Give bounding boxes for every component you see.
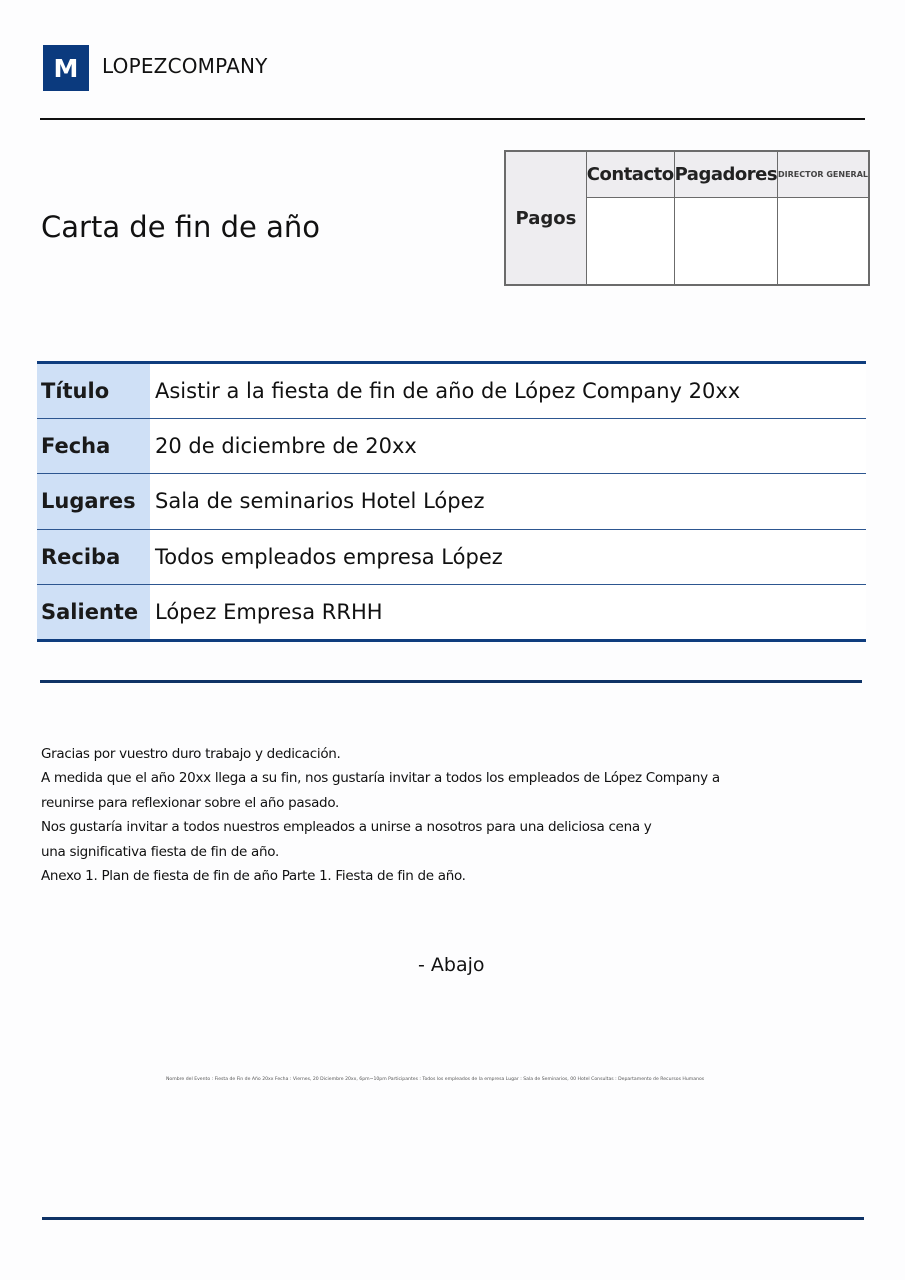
info-label: Reciba [37,529,150,585]
body-line: Anexo 1. Plan de fiesta de fin de año Parte 1. Fiesta de fin de año. [41,868,466,885]
approval-box [504,150,870,286]
info-table [37,361,866,642]
info-row-date [37,418,866,474]
company-name: LOPEZCOMPANY [102,54,268,78]
body-line: A medida que el año 20xx llega a su fin, nos gustaría invitar a todos los empleados de López Company a [41,770,720,787]
info-value: Asistir a la fiesta de fin de año de López Company 20xx [150,363,866,419]
info-label: Lugares [37,474,150,530]
approval-header-director: DIRECTOR GENERAL [778,151,869,197]
info-value: Todos empleados empresa López [150,529,866,585]
approval-signature-cell [778,197,869,285]
body-line: reunirse para reflexionar sobre el año pasado. [41,794,340,811]
section-divider [40,680,862,683]
approval-side-label: Pagos [505,151,586,285]
info-row-place [37,474,866,530]
info-label: Saliente [37,585,150,641]
event-footnote: Nombre del Evento : Fiesta de Fin de Año 20xx Fecha : Viernes, 20 Diciembre 20xx, 6pm~10pm Participantes : Todos los empleados de la empresa Lugar : Sala de Seminarios, 00 Hotel Consultas : Departamento de Recursos Humanos [166,1077,705,1082]
approval-signature-cell [674,197,777,285]
info-label: Fecha [37,418,150,474]
body-line: Nos gustaría invitar a todos nuestros empleados a unirse a nosotros para una deliciosa cena y [41,819,652,836]
letter-body [41,742,761,888]
footer-divider [42,1217,864,1220]
info-row-title [37,363,866,419]
approval-header-pagadores: Pagadores [674,151,777,197]
info-row-recipient [37,529,866,585]
body-line: Gracias por vuestro duro trabajo y dedicación. [41,746,341,762]
approval-signature-cell [586,197,674,285]
info-row-sender [37,585,866,641]
info-value: 20 de diciembre de 20xx [150,418,866,474]
info-value: López Empresa RRHH [150,585,866,641]
logo-letter: M [53,53,79,83]
body-line: una significativa fiesta de fin de año. [41,843,279,860]
info-label: Título [37,363,150,419]
signoff: - Abajo [418,954,485,976]
header-divider [40,118,865,120]
info-value: Sala de seminarios Hotel López [150,474,866,530]
document-title: Carta de fin de año [41,210,320,244]
company-logo [43,45,89,91]
approval-header-contacto: Contacto [586,151,674,197]
